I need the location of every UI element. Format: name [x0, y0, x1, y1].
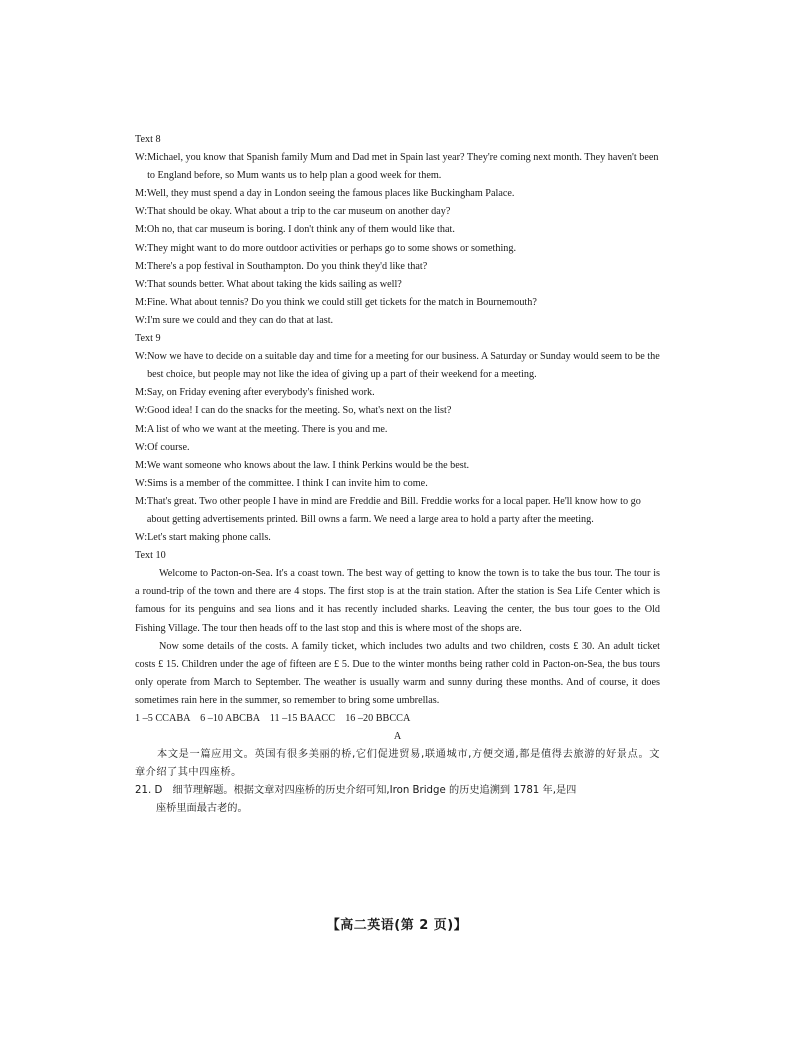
text9-dialogue [135, 348, 660, 547]
dialogue-line [135, 348, 660, 384]
q21-line: 座桥里面最古老的。 [156, 803, 248, 815]
dialogue-line [135, 529, 660, 547]
text10-section [135, 547, 660, 710]
text8-heading: Text 8 [135, 134, 161, 145]
page-footer: 【高二英语(第 2 页)】 [326, 918, 468, 933]
text8-dialogue [135, 149, 660, 330]
utterance-text: Fine. What about tennis? Do you think we could still get tickets for the match in Bournemouth? [146, 296, 537, 308]
utterance-text: Let's start making phone calls. [147, 532, 271, 544]
utterance-text: Michael, you know that Spanish family Mum and Dad met in Spain last year? They're coming next month. They haven't been to England before, so Mum wants us to help plan a good week for them. [147, 152, 659, 182]
speaker-label: M: [135, 224, 147, 236]
utterance-text: Oh no, that car museum is boring. I don't think any of them would like that. [146, 224, 455, 236]
utterance-text: That's great. Two other people I have in mind are Freddie and Bill. Freddie works for a local paper. He'll know how to go about getting advertisements printed. Bill owns a farm. We need a large area to hold a party after the meeting. [146, 495, 641, 525]
dialogue-line [135, 475, 660, 493]
dialogue-line [135, 402, 660, 420]
speaker-label: M: [135, 260, 147, 272]
speaker-label: W: [135, 532, 148, 544]
speaker-label: M: [135, 423, 147, 435]
utterance-text: That should be okay. What about a trip to the car museum on another day? [147, 206, 451, 218]
utterance-text: Say, on Friday evening after everybody's finished work. [146, 387, 375, 399]
dialogue-line [135, 421, 660, 439]
section-a-label: A [393, 731, 402, 743]
text10-heading: Text 10 [135, 550, 166, 562]
text8-section [135, 131, 660, 330]
utterance-text: Of course. [147, 441, 190, 453]
listening-answers: 1 –5 CCABA 6 –10 ABCBA 11 –15 BAACC 16 –20 BBCCA [135, 713, 411, 724]
utterance-text: There's a pop festival in Southampton. Do you think they'd like that? [146, 260, 428, 272]
dialogue-line [135, 493, 660, 529]
dialogue-line [135, 221, 660, 239]
dialogue-line [135, 276, 660, 294]
speaker-label: W: [135, 314, 148, 326]
speaker-label: M: [135, 459, 147, 471]
speaker-label: M: [135, 296, 147, 308]
answer-key-page [135, 131, 660, 819]
utterance-text: We want someone who knows about the law. I think Perkins would be the best. [146, 459, 470, 471]
speaker-label: W: [135, 242, 148, 254]
utterance-text: Well, they must spend a day in London seeing the famous places like Buckingham Palace. [146, 188, 515, 200]
dialogue-line [135, 258, 660, 276]
speaker-label: W: [135, 278, 148, 290]
dialogue-line [135, 185, 660, 203]
dialogue-line [135, 384, 660, 402]
speaker-label: W: [135, 152, 148, 164]
text10-paragraph: Welcome to Pacton-on-Sea. It's a coast town. The best way of getting to know the town is to take the bus tour. The tour is a round-trip of the town and there are 4 stops. The first stop is at the train station. After the station is Sea Life Center which is famous for its penguins and sea lions and it has recently included sharks. Leaving the center, the bus tour goes to the Old Fishing Village. The tour then heads off to the last stop and this is where most of the shops are. [135, 568, 660, 634]
speaker-label: W: [135, 477, 148, 489]
dialogue-line [135, 457, 660, 475]
speaker-label: W: [135, 405, 148, 417]
utterance-text: Sims is a member of the committee. I think I can invite him to come. [147, 477, 428, 489]
utterance-text: They might want to do more outdoor activities or perhaps go to some shows or something. [147, 242, 517, 254]
speaker-label: W: [135, 441, 148, 453]
question-21-explanation [135, 782, 660, 818]
text10-paragraph: Now some details of the costs. A family ticket, which includes two adults and two children, costs £ 30. An adult ticket costs £ 15. Children under the age of fifteen are £ 5. Due to the winter months being rather cold in Pacton-on-Sea, the bus tours only operate from March to September. The weather is usually warm and sunny during these months. And of course, it does sometimes rain here in the summer, so remember to bring some umbrellas. [135, 640, 660, 706]
speaker-label: W: [135, 206, 148, 218]
utterance-text: Good idea! I can do the snacks for the meeting. So, what's next on the list? [147, 405, 452, 417]
section-a-intro: 本文是一篇应用文。英国有很多美丽的桥,它们促进贸易,联通城市,方便交通,都是值得去旅游的好景点。文章介绍了其中四座桥。 [135, 749, 660, 779]
speaker-label: M: [135, 495, 147, 507]
q21-line: 21. D 细节理解题。根据文章对四座桥的历史介绍可知,Iron Bridge 的历史追溯到 1781 年,是四 [135, 785, 577, 797]
text9-heading: Text 9 [135, 333, 161, 345]
utterance-text: Now we have to decide on a suitable day and time for a meeting for our business. A Saturday or Sunday would seem to be the best choice, but people may not like the idea of giving up a part of their weekend for a meeting. [147, 351, 660, 381]
speaker-label: M: [135, 188, 147, 200]
utterance-text: A list of who we want at the meeting. There is you and me. [146, 423, 388, 435]
utterance-text: I'm sure we could and they can do that at last. [147, 314, 334, 326]
dialogue-line [135, 294, 660, 312]
dialogue-line [135, 203, 660, 221]
speaker-label: W: [135, 351, 148, 363]
utterance-text: That sounds better. What about taking the kids sailing as well? [147, 278, 402, 290]
dialogue-line [135, 149, 660, 185]
dialogue-line [135, 439, 660, 457]
speaker-label: M: [135, 387, 147, 399]
text9-section [135, 330, 660, 547]
dialogue-line [135, 312, 660, 330]
dialogue-line [135, 240, 660, 258]
